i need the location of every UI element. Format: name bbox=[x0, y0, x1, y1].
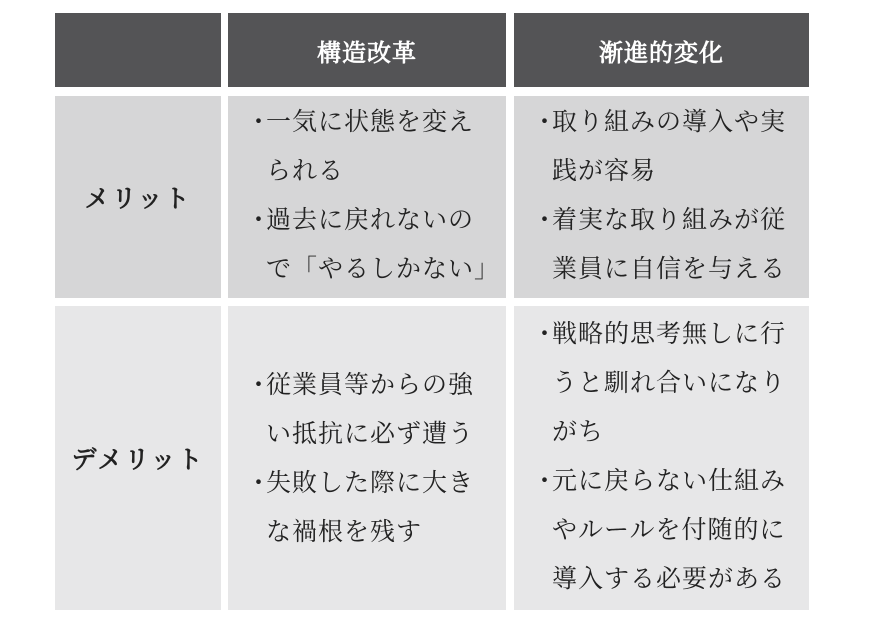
bullet-icon: ・ bbox=[246, 468, 273, 497]
table-header-structural-reform: 構造改革 bbox=[228, 13, 506, 87]
list-item-text: 元に戻らない仕組みやルールを付随的に導入する必要がある bbox=[552, 466, 787, 593]
list-item bbox=[246, 97, 492, 195]
merit-gradual-change-cell bbox=[514, 96, 809, 298]
table-header-corner bbox=[55, 13, 221, 87]
list-item-text: 着実な取り組みが従業員に自信を与える bbox=[552, 205, 787, 283]
bullet-icon: ・ bbox=[532, 107, 559, 136]
bullet-icon: ・ bbox=[532, 466, 559, 495]
list-item bbox=[532, 97, 795, 195]
table-header-gradual-change: 渐進的変化 bbox=[514, 13, 809, 87]
list-item bbox=[246, 360, 492, 458]
list-item-text: 取り組みの導入や実践が容易 bbox=[552, 107, 787, 185]
demerit-structural-reform-cell bbox=[228, 306, 506, 610]
bullet-icon: ・ bbox=[246, 107, 273, 136]
bullet-icon: ・ bbox=[532, 205, 559, 234]
bullet-icon: ・ bbox=[532, 319, 559, 348]
list-item-text: 従業員等からの強い抵抗に必ず遭う bbox=[266, 370, 475, 448]
list-item bbox=[246, 458, 492, 556]
merit-structural-reform-cell bbox=[228, 96, 506, 298]
list-item bbox=[246, 195, 501, 293]
row-label-demerit: デメリット bbox=[55, 306, 221, 610]
list-item bbox=[532, 309, 795, 456]
list-item bbox=[532, 456, 795, 603]
bullet-icon: ・ bbox=[246, 370, 273, 399]
list-item-text: 戦略的思考無しに行うと馴れ合いになりがち bbox=[552, 319, 787, 446]
list-item-text: 過去に戻れないので「やるしかない」 bbox=[266, 205, 501, 283]
list-item-text: 一気に状態を変えられる bbox=[266, 107, 475, 185]
demerit-gradual-change-cell bbox=[514, 306, 809, 610]
list-item-text: 失敗した際に大きな禍根を残す bbox=[266, 468, 475, 546]
row-label-merit: メリット bbox=[55, 96, 221, 298]
list-item bbox=[532, 195, 795, 293]
bullet-icon: ・ bbox=[246, 205, 273, 234]
